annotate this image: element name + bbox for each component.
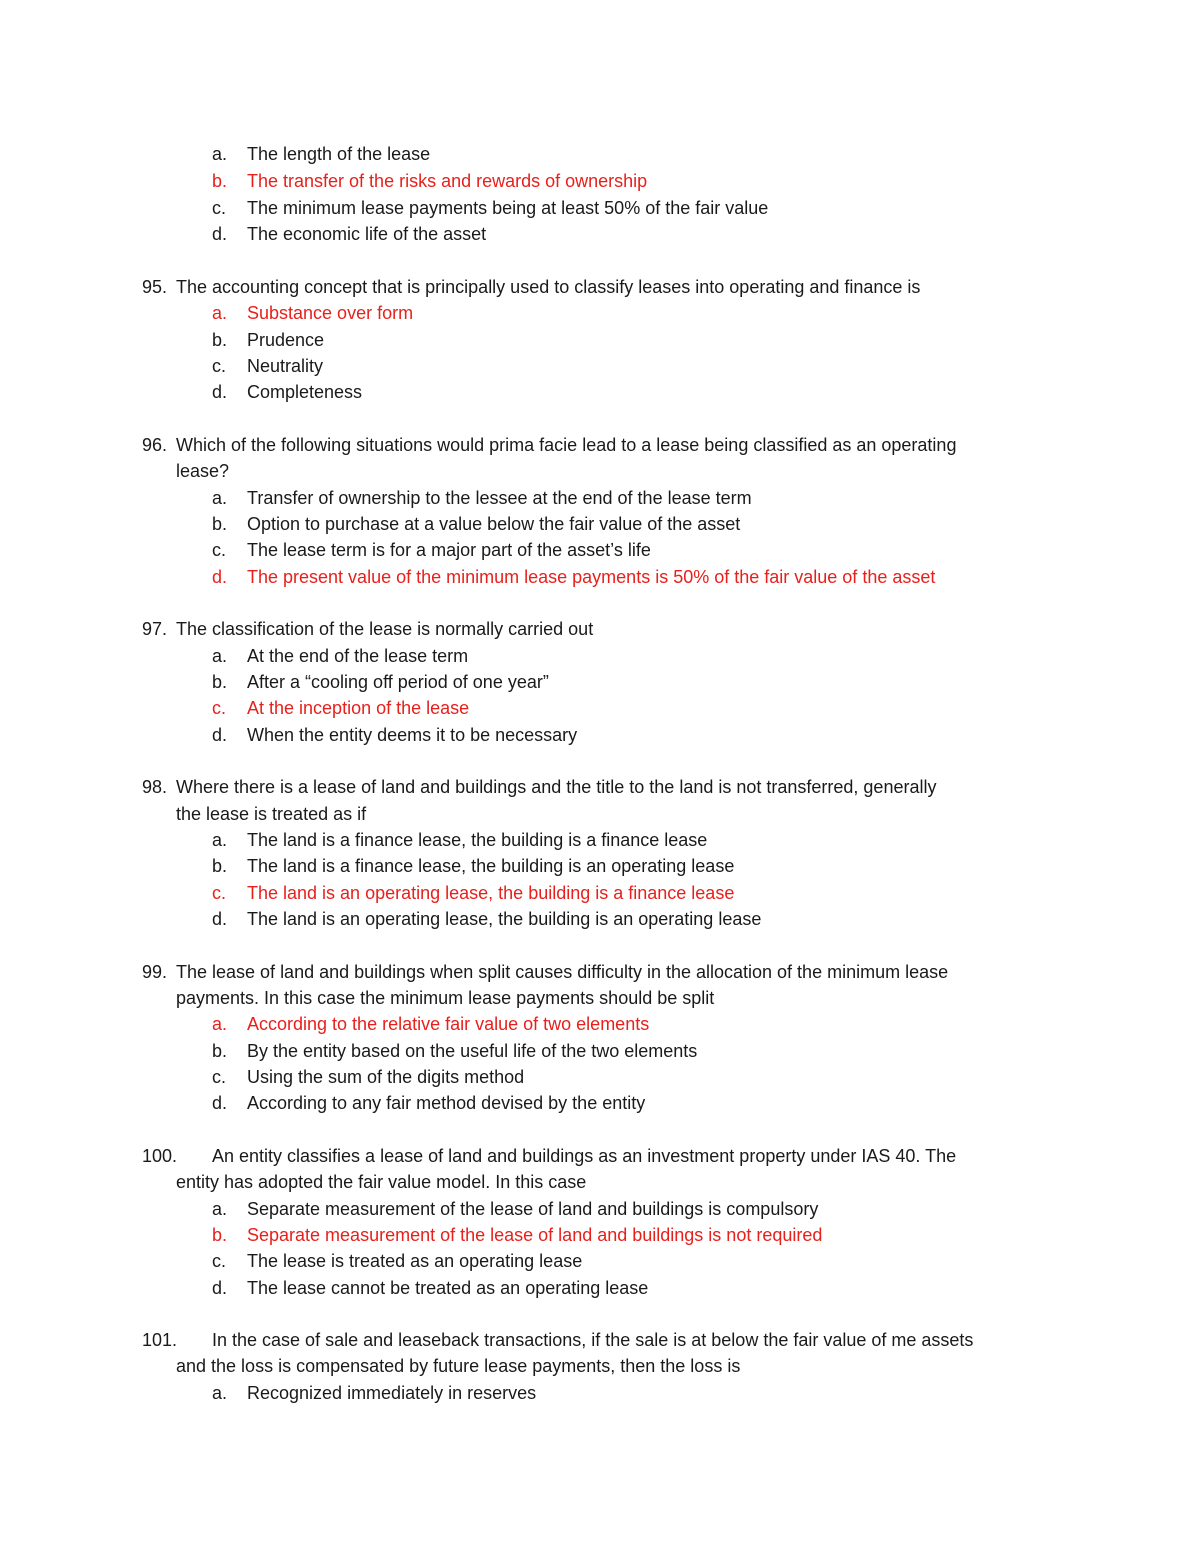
option-text: The economic life of the asset bbox=[247, 224, 487, 244]
option-letter: d. bbox=[212, 1093, 228, 1113]
option-letter: a. bbox=[212, 303, 228, 323]
option-letter: c. bbox=[212, 698, 227, 718]
option-text: The land is an operating lease, the building is an operating lease bbox=[247, 909, 762, 929]
option-letter: c. bbox=[212, 356, 227, 376]
option-text: At the inception of the lease bbox=[247, 698, 470, 718]
option-letter: d. bbox=[212, 382, 228, 402]
question-text: The accounting concept that is principally used to classify leases into operating and finance is bbox=[176, 277, 921, 297]
question-number: 99. bbox=[142, 962, 168, 982]
option-text: The land is a finance lease, the building is an operating lease bbox=[247, 856, 735, 876]
option-text: The land is an operating lease, the building is a finance lease bbox=[247, 883, 735, 903]
option-letter: a. bbox=[212, 646, 228, 666]
option-text: The land is a finance lease, the building is a finance lease bbox=[247, 830, 708, 850]
option-text: By the entity based on the useful life of the two elements bbox=[247, 1041, 698, 1061]
option-text: Option to purchase at a value below the fair value of the asset bbox=[247, 514, 741, 534]
option-text: The present value of the minimum lease payments is 50% of the fair value of the asset bbox=[247, 567, 936, 587]
question-text: The classification of the lease is normally carried out bbox=[176, 619, 594, 639]
question-number: 96. bbox=[142, 435, 168, 455]
question-text: entity has adopted the fair value model. In this case bbox=[176, 1172, 587, 1192]
question-text: Where there is a lease of land and buildings and the title to the land is not transferred, generally bbox=[176, 777, 937, 797]
option-letter: d. bbox=[212, 909, 228, 929]
option-letter: c. bbox=[212, 883, 227, 903]
question-text: the lease is treated as if bbox=[176, 804, 367, 824]
option-letter: c. bbox=[212, 198, 227, 218]
option-letter: c. bbox=[212, 1067, 227, 1087]
option-letter: c. bbox=[212, 540, 227, 560]
option-text: The lease term is for a major part of the asset’s life bbox=[247, 540, 651, 560]
option-letter: b. bbox=[212, 171, 228, 191]
question-number: 101. bbox=[142, 1330, 178, 1350]
option-letter: d. bbox=[212, 224, 228, 244]
question-text: lease? bbox=[176, 461, 230, 481]
option-letter: b. bbox=[212, 1225, 228, 1245]
question-text: The lease of land and buildings when split causes difficulty in the allocation of the minimum lease bbox=[176, 962, 949, 982]
option-text: Separate measurement of the lease of land and buildings is compulsory bbox=[247, 1199, 819, 1219]
option-letter: b. bbox=[212, 330, 228, 350]
option-letter: b. bbox=[212, 514, 228, 534]
option-text: Prudence bbox=[247, 330, 325, 350]
option-letter: a. bbox=[212, 1199, 228, 1219]
option-letter: a. bbox=[212, 1383, 228, 1403]
option-text: After a “cooling off period of one year” bbox=[247, 672, 549, 692]
option-letter: a. bbox=[212, 1014, 228, 1034]
option-text: Transfer of ownership to the lessee at the end of the lease term bbox=[247, 488, 752, 508]
question-text: Which of the following situations would prima facie lead to a lease being classified as an operating bbox=[176, 435, 957, 455]
question-number: 98. bbox=[142, 777, 168, 797]
option-text: The minimum lease payments being at least 50% of the fair value bbox=[247, 198, 769, 218]
option-letter: d. bbox=[212, 1278, 228, 1298]
option-text: Recognized immediately in reserves bbox=[247, 1383, 537, 1403]
option-letter: c. bbox=[212, 1251, 227, 1271]
option-text: The transfer of the risks and rewards of ownership bbox=[247, 171, 648, 191]
question-text: and the loss is compensated by future lease payments, then the loss is bbox=[176, 1356, 741, 1376]
question-text: payments. In this case the minimum lease payments should be split bbox=[176, 988, 715, 1008]
option-text: Substance over form bbox=[247, 303, 414, 323]
option-text: When the entity deems it to be necessary bbox=[247, 725, 578, 745]
option-letter: b. bbox=[212, 856, 228, 876]
question-number: 97. bbox=[142, 619, 168, 639]
option-text: According to the relative fair value of two elements bbox=[247, 1014, 650, 1034]
option-text: The lease is treated as an operating lease bbox=[247, 1251, 583, 1271]
option-letter: b. bbox=[212, 1041, 228, 1061]
option-text: Separate measurement of the lease of land and buildings is not required bbox=[247, 1225, 823, 1245]
question-text: In the case of sale and leaseback transactions, if the sale is at below the fair value of me assets bbox=[212, 1330, 974, 1350]
question-text: An entity classifies a lease of land and buildings as an investment property under IAS 40. The bbox=[212, 1146, 957, 1166]
question-number: 100. bbox=[142, 1146, 178, 1166]
option-text: At the end of the lease term bbox=[247, 646, 469, 666]
option-letter: a. bbox=[212, 488, 228, 508]
option-text: According to any fair method devised by the entity bbox=[247, 1093, 646, 1113]
option-text: Neutrality bbox=[247, 356, 324, 376]
option-text: Completeness bbox=[247, 382, 363, 402]
question-number: 95. bbox=[142, 277, 168, 297]
option-text: The lease cannot be treated as an operating lease bbox=[247, 1278, 649, 1298]
option-letter: d. bbox=[212, 567, 228, 587]
option-letter: a. bbox=[212, 830, 228, 850]
option-letter: b. bbox=[212, 672, 228, 692]
option-letter: d. bbox=[212, 725, 228, 745]
option-text: The length of the lease bbox=[247, 144, 431, 164]
option-text: Using the sum of the digits method bbox=[247, 1067, 525, 1087]
option-letter: a. bbox=[212, 144, 228, 164]
